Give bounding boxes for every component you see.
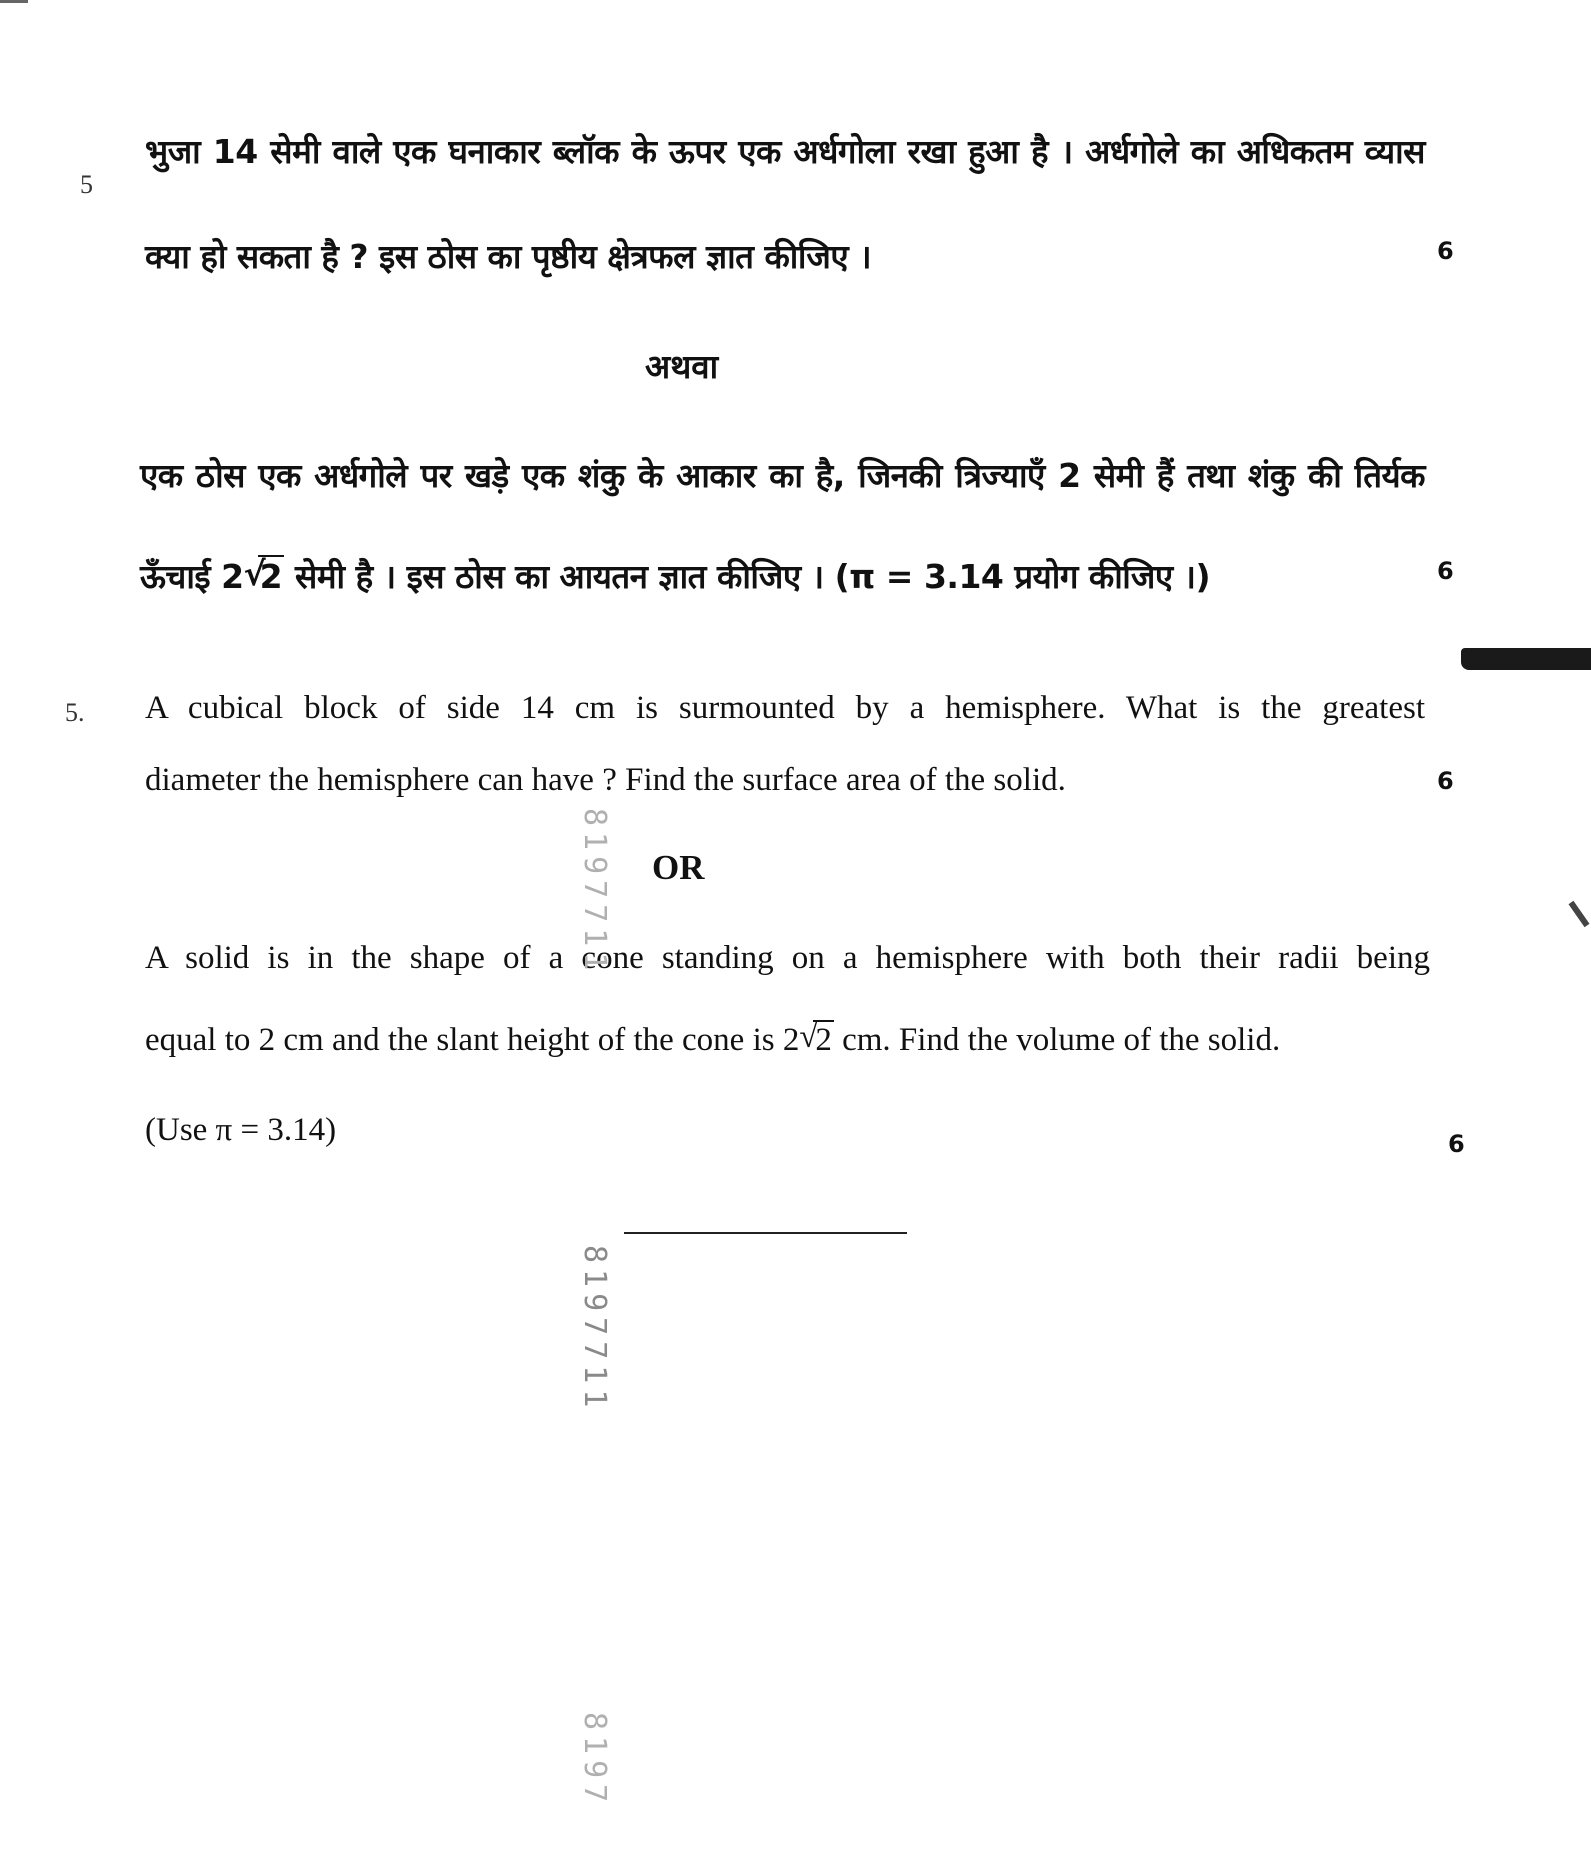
english-question-line-1: A cubical block of side 14 cm is surmounted by a hemisphere. What is the greatest (145, 690, 1425, 726)
hindi-question-number: 5 (80, 170, 93, 199)
serial-watermark-2: 8197711 (577, 1245, 612, 1414)
hindi-alt-line2-post: सेमी है । इस ठोस का आयतन ज्ञात कीजिए । (π = 3.14 प्रयोग कीजिए ।) (284, 557, 1211, 596)
hindi-question-line-2: क्या हो सकता है ? इस ठोस का पृष्ठीय क्षेत्रफल ज्ञात कीजिए । (145, 237, 872, 276)
scan-artifact-bar (1461, 648, 1591, 670)
hindi-or-label: अथवा (645, 347, 719, 386)
hindi-question-marks: 6 (1437, 237, 1454, 265)
english-alt-question-line-2 (145, 1022, 1280, 1059)
hindi-question-line-1: भुजा 14 सेमी वाले एक घनाकार ब्लॉक के ऊपर एक अर्धगोला रखा हुआ है । अर्धगोले का अधिकतम व्यास (145, 132, 1425, 171)
sqrt-symbol (244, 557, 284, 596)
serial-watermark-3: 8197 (577, 1712, 612, 1809)
english-alt-question-line-1: A solid is in the shape of a cone standing on a hemisphere with both their radii being (145, 940, 1430, 976)
hindi-alt-question-marks: 6 (1437, 557, 1454, 585)
sqrt-radicand: 2 (259, 557, 283, 596)
english-alt-line2-pre: equal to 2 cm and the slant height of the cone is 2 (145, 1022, 800, 1058)
sqrt-symbol-english (799, 1022, 834, 1059)
english-alt-line2-post: cm. Find the volume of the solid. (833, 1022, 1281, 1058)
english-or-label: OR (652, 848, 705, 887)
end-of-section-rule (624, 1232, 907, 1234)
hindi-alt-line2-pre: ऊँचाई 2 (140, 557, 244, 596)
english-alt-question-line-3: (Use π = 3.14) (145, 1112, 337, 1148)
english-question-marks: 6 (1437, 767, 1454, 795)
hindi-alt-question-line-1: एक ठोस एक अर्धगोले पर खड़े एक शंकु के आकार का है, जिनकी त्रिज्याएँ 2 सेमी हैं तथा शंकु की तिर्यक (140, 456, 1425, 495)
sqrt-radicand-english: 2 (815, 1022, 832, 1058)
scan-corner-mark (0, 0, 28, 3)
hindi-alt-question-line-2 (140, 553, 1210, 598)
english-question-line-2: diameter the hemisphere can have ? Find the surface area of the solid. (145, 762, 1066, 798)
serial-watermark-1: 8197711 (577, 808, 612, 977)
english-question-number: 5. (65, 698, 85, 727)
english-alt-question-marks: 6 (1448, 1130, 1465, 1158)
scan-artifact-tick (1569, 901, 1590, 927)
